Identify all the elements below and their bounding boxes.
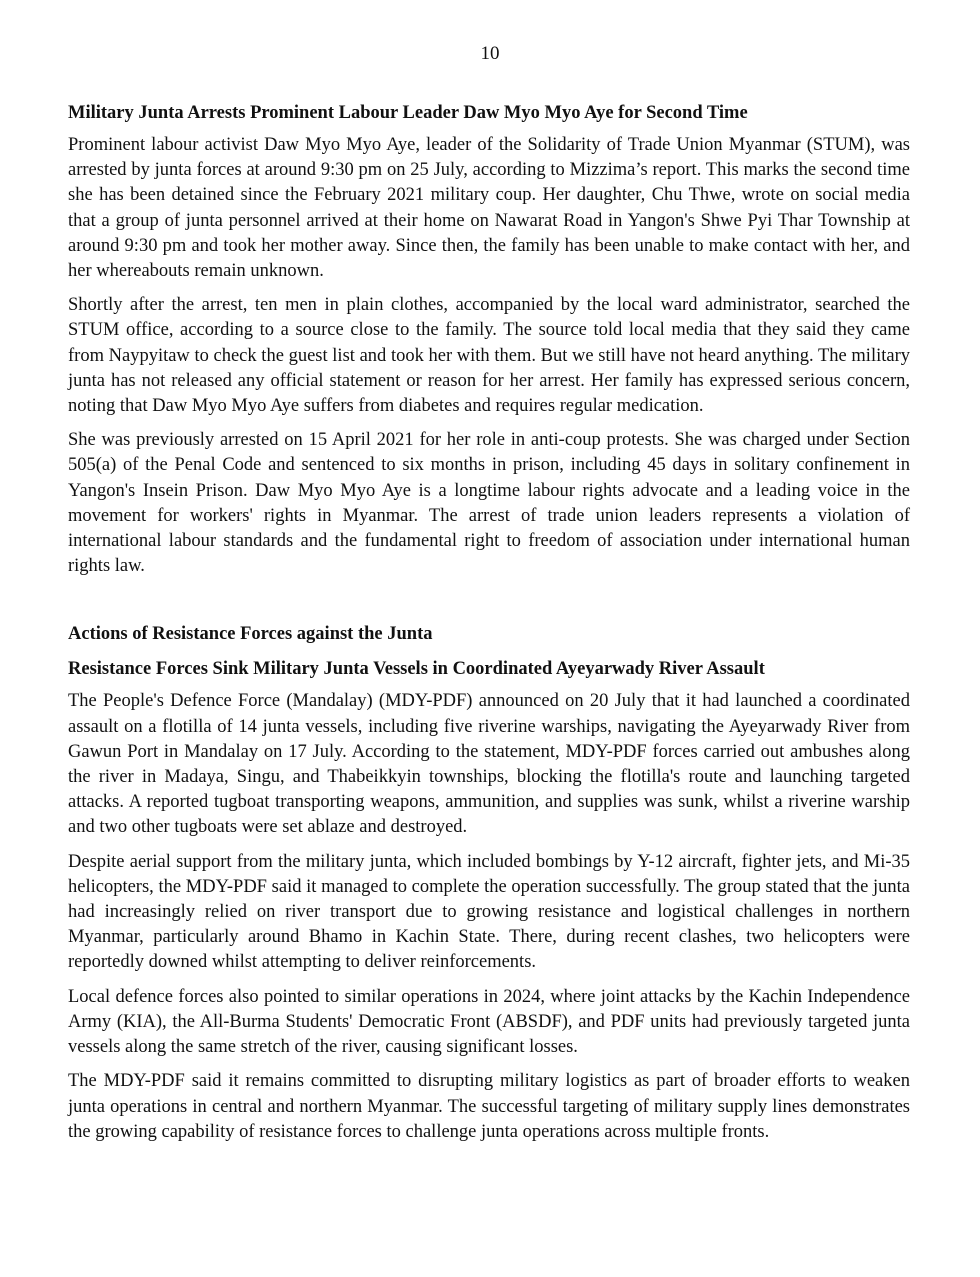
article-river-assault	[68, 657, 910, 1144]
article-paragraph: Prominent labour activist Daw Myo Myo Aye, leader of the Solidarity of Trade Union Myanmar (STUM), was arrested by junta forces at around 9:30 pm on 25 July, according to Mizzima’s report. This marks the second time she has been detained since the February 2021 military coup. Her daughter, Chu Thwe, wrote on social media that a group of junta personnel arrived at their home on Nawarat Road in Yangon's Shwe Pyi Thar Township at around 9:30 pm and took her mother away. Since then, the family has been unable to make contact with her, and her whereabouts remain unknown.	[68, 135, 910, 282]
article-paragraph: Shortly after the arrest, ten men in plain clothes, accompanied by the local ward administrator, searched the STUM office, according to a source close to the family. The source told local media that they said they came from Naypyitaw to check the guest list and took her with them. But we still have not heard anything. The military junta has not released any official statement or reason for her arrest. Her family has expressed serious concern, noting that Daw Myo Myo Aye suffers from diabetes and requires regular medication.	[68, 295, 910, 417]
article-headline: Resistance Forces Sink Military Junta Vessels in Coordinated Ayeyarwady River Assault	[68, 659, 765, 680]
section-spacer	[68, 588, 910, 622]
article-paragraph: The MDY-PDF said it remains committed to disrupting military logistics as part of broader efforts to weaken junta operations in central and northern Myanmar. The successful targeting of military supply lines demonstrates the growing capability of resistance forces to challenge junta operations across multiple fronts.	[68, 1071, 910, 1142]
article-headline: Military Junta Arrests Prominent Labour Leader Daw Myo Myo Aye for Second Time	[68, 103, 748, 123]
article-paragraph: She was previously arrested on 15 April 2021 for her role in anti-coup protests. She was charged under Section 505(a) of the Penal Code and sentenced to six months in prison, including 45 days in solitary confinement in Yangon's Insein Prison. Daw Myo Myo Aye is a longtime labour rights advocate and a leading voice in the movement for workers' rights in Myanmar. The arrest of trade union leaders represents a violation of international labour standards and the fundamental right to freedom of association under international human rights law.	[68, 430, 910, 577]
article-paragraph: Despite aerial support from the military junta, which included bombings by Y-12 aircraft, fighter jets, and Mi-35 helicopters, the MDY-PDF said it managed to complete the operation successfully. The group stated that the junta had increasingly relied on river transport due to growing resistance and logistical challenges in northern Myanmar, particularly around Bhamo in Kachin State. There, during recent clashes, two helicopters were reportedly downed whilst attempting to deliver reinforcements.	[68, 851, 910, 973]
article-paragraph: The People's Defence Force (Mandalay) (MDY-PDF) announced on 20 July that it had launched a coordinated assault on a flotilla of 14 junta vessels, including five riverine warships, navigating the Ayeyarwady River from Gawun Port in Mandalay on 17 July. According to the statement, MDY-PDF forces carried out ambushes along the river in Madaya, Singu, and Thabeikkyin townships, blocking the flotilla's route and launching targeted attacks. A reported tugboat transporting weapons, ammunition, and supplies was sunk, whilst a riverine warship and two other tugboats were set ablaze and destroyed.	[68, 691, 910, 838]
page-content	[68, 101, 910, 1154]
page-number: 10	[480, 43, 500, 64]
article-paragraph: Local defence forces also pointed to similar operations in 2024, where joint attacks by the Kachin Independence Army (KIA), the All-Burma Students' Democratic Front (ABSDF), and PDF units had previously targeted junta vessels along the same stretch of the river, causing significant losses.	[68, 986, 910, 1058]
section-heading: Actions of Resistance Forces against the Junta	[68, 624, 433, 645]
article-labour-leader-arrest	[68, 101, 910, 579]
